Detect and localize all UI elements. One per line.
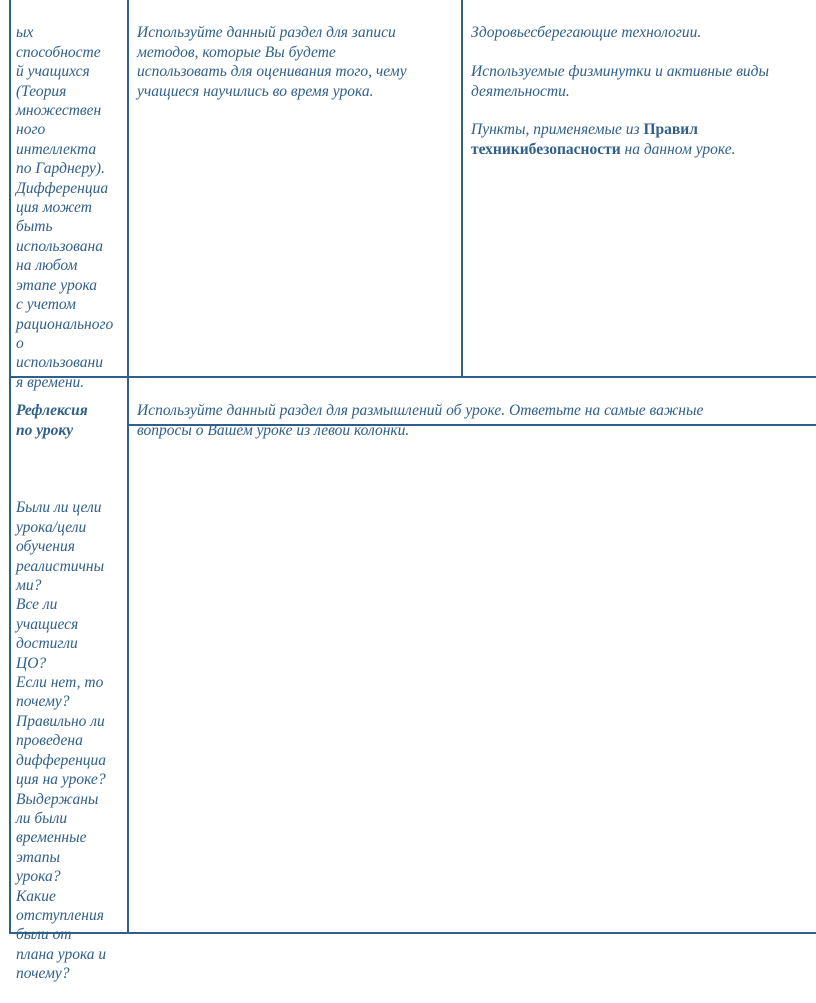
lesson-plan-table [9,0,816,983]
differentiation-text: ых способносте й учащихся (Теория множествен ного интеллекта по Гарднеру). Дифференциа ция может быть использована на любом этапе урока с учетом рационального о использовани я времени. [16,24,114,391]
health-technologies-text: Здоровьесберегающие технологии. [471,24,702,42]
assessment-text: Используйте данный раздел для записи методов, которые Вы будете использовать для оценивания того, чему учащиеся научились во время урока. [137,24,407,100]
assessment-cell [137,4,459,101]
reflection-questions-cell [16,382,126,1003]
reflection-answer-area[interactable] [129,426,816,932]
safety-rules-text: Пункты, применяемые из Правил техникибезопасности на данном уроке. [471,121,736,158]
table-bottom-border [9,932,816,934]
table-left-border [9,0,11,934]
differentiation-cell [16,4,126,392]
reflection-heading: Рефлексия по уроку [16,402,88,439]
health-safety-cell [471,4,815,179]
physical-activities-text: Используемые физминутки и активные виды деятельности. [471,63,770,100]
reflection-prompt-text: Используйте данный раздел для размышлений об уроке. Ответьте на самые важные вопросы о Вашем уроке из левой колонки. [137,402,704,439]
column-divider-2 [461,0,463,376]
safety-rules-bold: Правил техникибезопасности [471,121,698,158]
row-divider-1 [9,376,816,378]
reflection-questions-text: Были ли цели урока/цели обучения реалистичны ми? Все ли учащиеся достигли ЦО? Если нет, то почему? Правильно ли проведена дифференциа ция на уроке? Выдержаны ли были временные этапы урока? Какие отступления были от плана урока и почему? [16,499,107,983]
